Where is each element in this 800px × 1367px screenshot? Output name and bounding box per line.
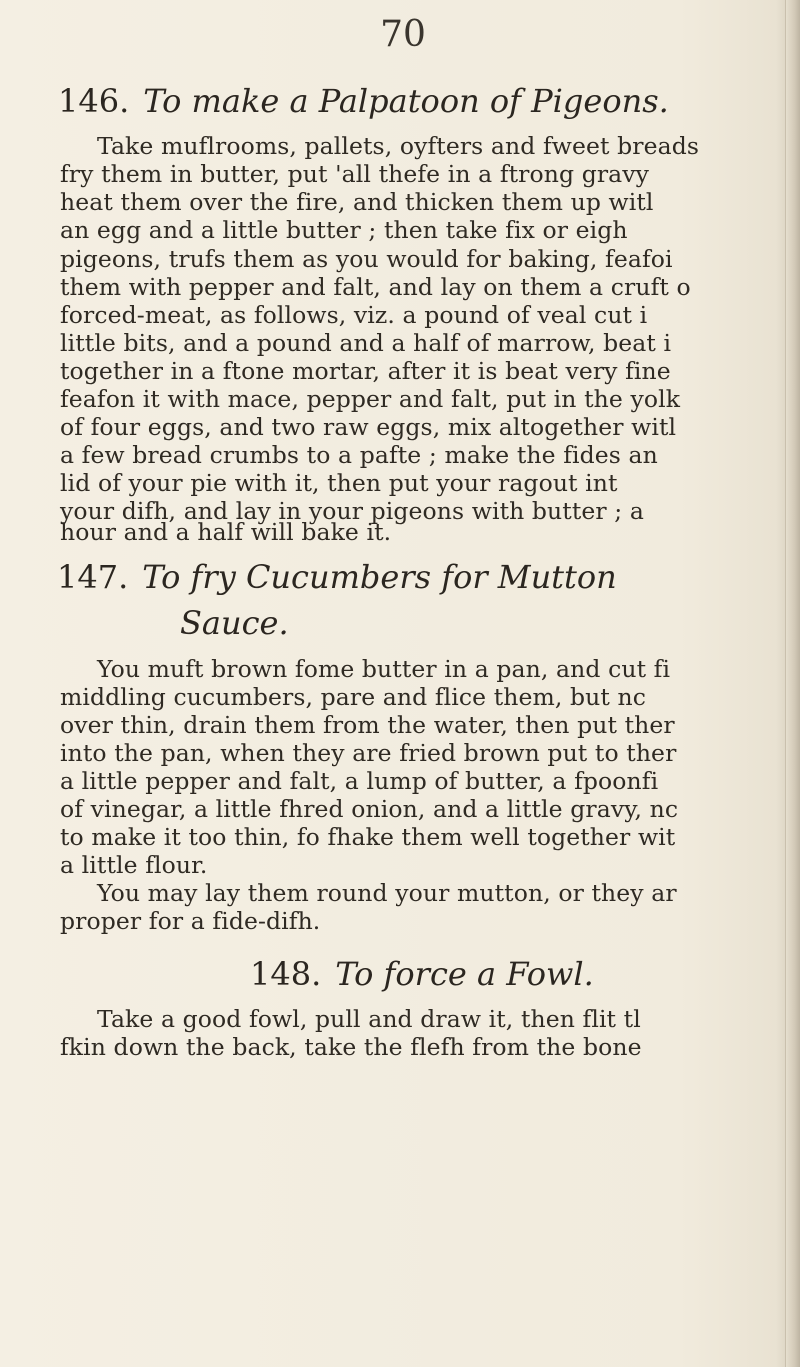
text-line: pigeons, trufs them as you would for baking, feafoi (60, 245, 673, 273)
text-line: You muft brown fome butter in a pan, and cut fi (97, 655, 671, 683)
recipe-146-heading (58, 82, 669, 120)
text-line: lid of your pie with it, then put your ragout int (60, 469, 618, 497)
text-line: forced-meat, as follows, viz. a pound of veal cut i (60, 301, 648, 329)
text-line: fry them in butter, put 'all thefe in a ftrong gravy (60, 160, 650, 188)
text-line: over thin, drain them from the water, then put ther (60, 711, 675, 739)
text-line: You may lay them round your mutton, or they ar (97, 879, 677, 907)
text-line: together in a ftone mortar, after it is beat very fine (60, 357, 671, 385)
recipe-148-title: To force a Fowl. (335, 955, 594, 993)
text-line: Take a good fowl, pull and draw it, then flit tl (97, 1005, 641, 1033)
text-line: a little pepper and falt, a lump of butter, a fpoonfi (60, 767, 659, 795)
text-line: Take muflrooms, pallets, oyfters and fweet breads (97, 132, 699, 160)
text-line: of four eggs, and two raw eggs, mix altogether witl (60, 413, 677, 441)
text-line: an egg and a little butter ; then take fix or eigh (60, 216, 628, 244)
recipe-146-number: 146. (58, 82, 130, 120)
text-line: hour and a half will bake it. (60, 518, 392, 546)
text-line: middling cucumbers, pare and flice them, but nc (60, 683, 647, 711)
recipe-147-heading (57, 558, 617, 596)
text-line: of vinegar, a little fhred onion, and a little gravy, nc (60, 795, 679, 823)
text-line: feafon it with mace, pepper and falt, put in the yolk (60, 385, 681, 413)
text-line: fkin down the back, take the flefh from the bone (60, 1033, 642, 1061)
page-edge (785, 0, 800, 1367)
text-line: proper for a fide-difh. (60, 907, 321, 935)
recipe-148-number: 148. (250, 955, 322, 993)
text-line: them with pepper and falt, and lay on them a cruft o (60, 273, 691, 301)
recipe-147-title-continued: Sauce. (180, 604, 289, 642)
text-line: a few bread crumbs to a pafte ; make the fides an (60, 441, 658, 469)
text-line: little bits, and a pound and a half of marrow, beat i (60, 329, 672, 357)
text-line: your difh, and lay in your pigeons with butter ; a (60, 497, 644, 525)
text-line: heat them over the fire, and thicken them up witl (60, 188, 654, 216)
recipe-148-heading (250, 955, 594, 993)
recipe-147-number: 147. (57, 558, 129, 596)
recipe-146-title: To make a Palpatoon of Pigeons. (143, 82, 669, 120)
text-line: into the pan, when they are fried brown put to ther (60, 739, 677, 767)
recipe-147-title: To fry Cucumbers for Mutton (142, 558, 617, 596)
text-line: a little flour. (60, 851, 208, 879)
page-number: 70 (380, 14, 426, 55)
text-line: to make it too thin, fo fhake them well together wit (60, 823, 676, 851)
